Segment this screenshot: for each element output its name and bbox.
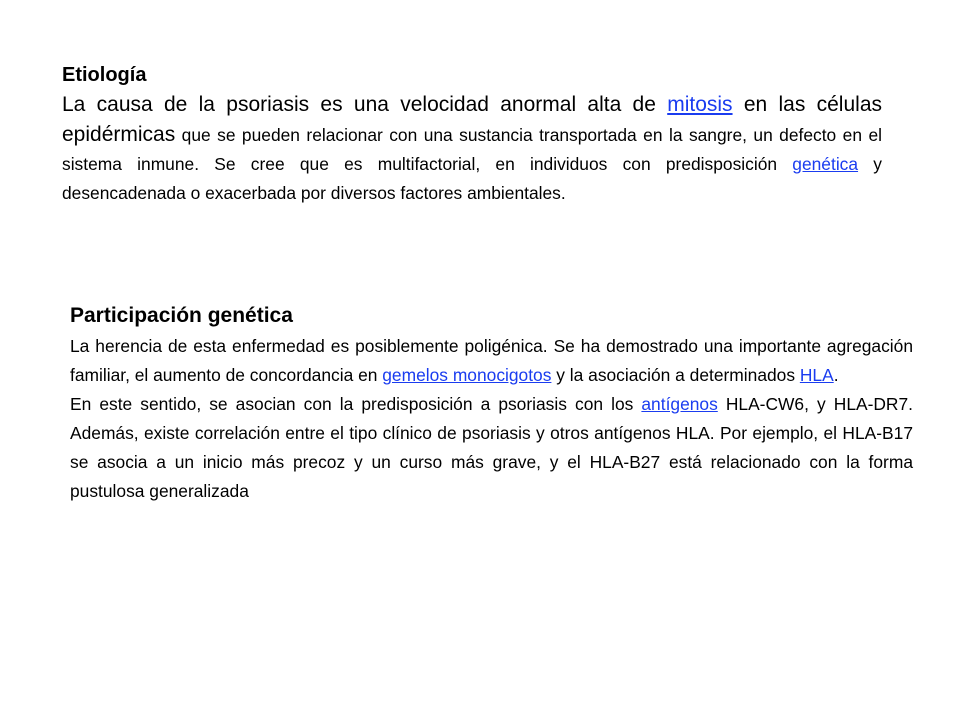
gemelos-monocigotos-link[interactable]: gemelos monocigotos [382,365,552,385]
etiologia-section [62,60,882,208]
hla-link[interactable]: HLA [799,365,834,385]
participacion-paragraph-1 [70,332,913,390]
participacion-text-2: y la asociación a determinados [551,365,800,385]
participacion-section [70,300,913,506]
mitosis-link[interactable]: mitosis [667,93,733,116]
participacion-text-4: En este sentido, se asocian con la predisposición a psoriasis con los [70,394,642,414]
participacion-text-5: HLA-CW6, y HLA-DR7. Además, existe correlación entre el tipo clínico de psoriasis y otros antígenos HLA. Por ejemplo, el HLA-B17 se asocia a un inicio más precoz y un curso más grave, y el HLA-B27 está relacionado con la forma pustulosa generalizada [70,394,913,501]
etiologia-paragraph [62,90,882,208]
etiologia-text-3: que se pueden relacionar con una sustancia transportada en la sangre, un defecto en el sistema inmune. Se cree que es multifactorial, en individuos con predisposición [62,125,882,174]
etiologia-text-1: La causa de la psoriasis es una velocidad anormal alta de [62,93,668,116]
etiologia-text-2: en las células epidérmicas [62,93,882,146]
etiologia-heading: Etiología [62,64,147,86]
participacion-heading: Participación genética [70,304,293,327]
participacion-text-3: . [833,365,839,385]
participacion-paragraph-2 [70,390,913,506]
etiologia-text-4: y desencadenada o exacerbada por diversos factores ambientales. [62,154,882,203]
genetica-link[interactable]: genética [792,154,859,174]
participacion-text-1: La herencia de esta enfermedad es posiblemente poligénica. Se ha demostrado una importante agregación familiar, el aumento de concordancia en [70,336,913,385]
antigenos-link[interactable]: antígenos [641,394,718,414]
